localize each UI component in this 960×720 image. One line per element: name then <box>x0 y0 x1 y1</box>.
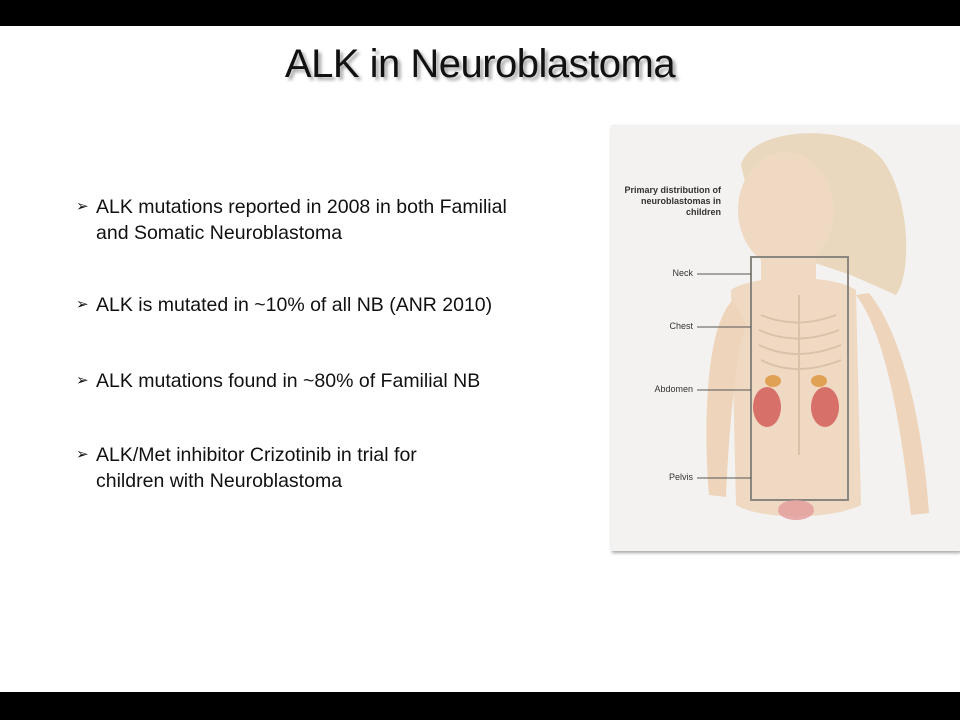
bullet-item <box>76 368 480 394</box>
label-abdomen: Abdomen <box>654 384 693 394</box>
bullet-arrow-icon: ➢ <box>76 198 89 215</box>
bullet-text: ALK is mutated in ~10% of all NB (ANR 2010) <box>96 294 493 316</box>
bullet-item <box>76 442 417 494</box>
top-black-bar <box>0 0 960 26</box>
bullet-arrow-icon: ➢ <box>76 446 89 463</box>
bullet-text <box>96 194 507 246</box>
bullet-item <box>76 292 492 318</box>
figure-caption: Primary distribution of neuroblastomas in children <box>624 185 721 217</box>
bullet-arrow-icon: ➢ <box>76 296 89 313</box>
bullet-line: ALK/Met inhibitor Crizotinib in trial for <box>96 444 417 466</box>
label-chest: Chest <box>669 321 693 331</box>
bullet-item <box>76 194 507 246</box>
anatomy-illustration <box>611 125 960 551</box>
label-pelvis: Pelvis <box>668 472 693 482</box>
bullet-arrow-icon: ➢ <box>76 372 89 389</box>
bullet-text: ALK mutations found in ~80% of Familial NB <box>96 370 481 392</box>
bullet-line: children with Neuroblastoma <box>96 470 343 492</box>
bullet-text <box>96 442 417 494</box>
bottom-black-bar <box>0 692 960 720</box>
label-neck: Neck <box>672 268 693 278</box>
slide-title: ALK in Neuroblastoma <box>284 42 676 86</box>
bullet-line: ALK mutations reported in 2008 in both Familial <box>96 196 507 218</box>
bullet-line: and Somatic Neuroblastoma <box>96 222 343 244</box>
